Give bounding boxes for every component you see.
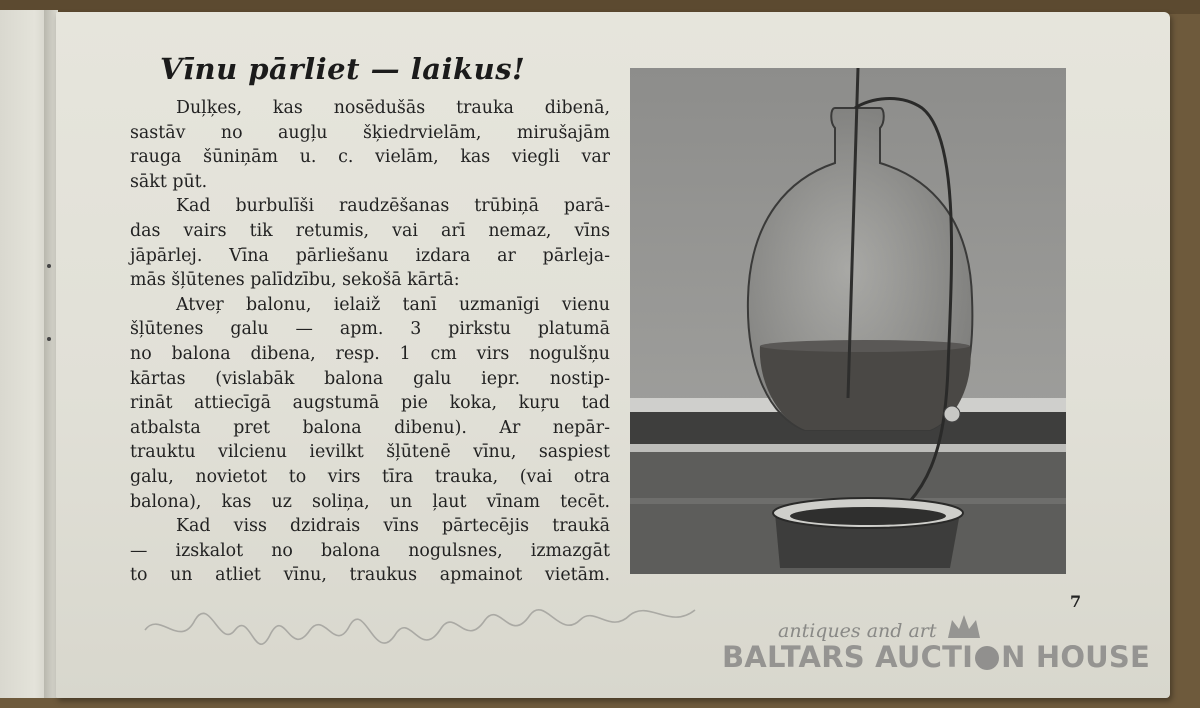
watermark-brand (722, 640, 1150, 674)
pencil-scribble (140, 590, 700, 670)
page-title: Vīnu pārliet — laikus! (160, 52, 526, 86)
wine-siphon-illustration (630, 68, 1066, 574)
text-line: — izskalot no balona nogulsnes, izmazgāt (130, 540, 610, 561)
text-line: mās šļūtenes palīdzību, sekošā kārtā: (130, 270, 460, 291)
page-number: 7 (1070, 592, 1082, 611)
text-line: rauga šūniņām u. c. vielām, kas viegli var (130, 147, 610, 168)
wine-siphon-photo (630, 68, 1066, 574)
watermark-o-mark (975, 646, 999, 670)
body-text (130, 96, 610, 588)
watermark-brand-end: N HOUSE (1001, 640, 1151, 674)
text-line: rināt attiecīgā augstumā pie koka, kuŗu tad (130, 393, 610, 414)
text-line: šļūtenes galu — apm. 3 pirkstu platumā (130, 319, 610, 340)
text-line: das vairs tik retumis, vai arī nemaz, vīns (130, 220, 610, 241)
text-line: atbalsta pret balona dibenu). Ar nepār- (130, 417, 610, 438)
watermark-brand-start: BALTARS AUCTI (722, 640, 974, 674)
crown-icon (944, 612, 984, 642)
text-line: jāpārlej. Vīna pārliešanu izdara ar pārleja- (130, 245, 610, 266)
text-line: Duļķes, kas nosēdušās trauka dibenā, (176, 98, 610, 118)
text-line: Kad viss dzidrais vīns pārtecējis traukā (176, 516, 610, 537)
text-line: no balona dibena, resp. 1 cm virs nogulšņu (130, 343, 610, 364)
watermark-tagline: antiques and art (778, 620, 937, 642)
text-line: to un atliet vīnu, traukus apmainot vietām. (130, 565, 610, 586)
text-line: sākt pūt. (130, 171, 208, 192)
text-line: Atveŗ balonu, ielaiž tanī uzmanīgi vienu (176, 294, 610, 315)
text-line: sastāv no augļu šķiedrvielām, mirušajām (130, 122, 610, 143)
text-line: galu, novietot to virs tīra trauka, (vai otra (130, 466, 610, 487)
text-line: balona), kas uz soliņa, un ļaut vīnam tecēt. (130, 491, 610, 512)
text-line: Kad burbulīši raudzēšanas trūbiņā parā- (176, 196, 610, 217)
binding-stitch (47, 264, 51, 268)
text-line: trauktu vilcienu ievilkt šļūtenē vīnu, saspiest (130, 442, 610, 463)
text-line: kārtas (vislabāk balona galu iepr. nostip- (130, 368, 610, 389)
binding-stitch (47, 337, 51, 341)
